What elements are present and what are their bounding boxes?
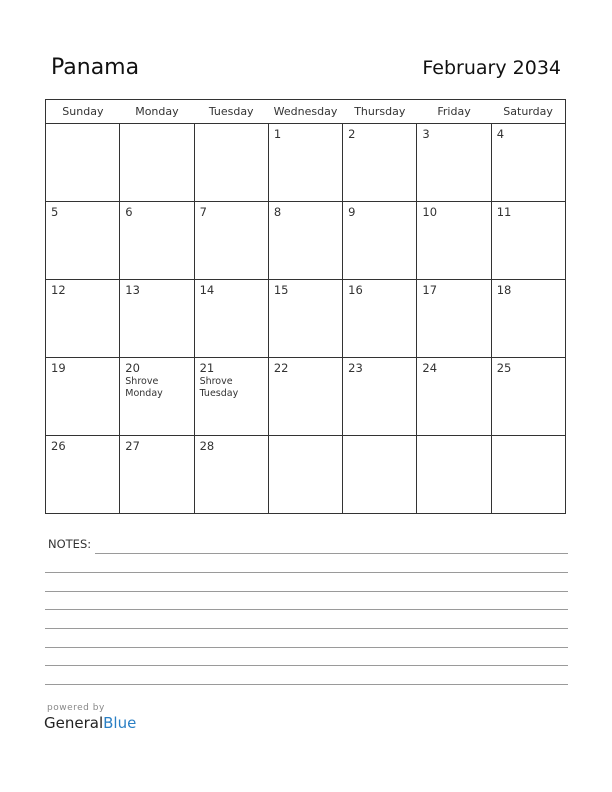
calendar-grid: [45, 99, 566, 514]
day-number: 4: [496, 127, 505, 141]
day-number: 3: [422, 127, 430, 141]
day-number: 2: [348, 127, 356, 141]
day-cell: [46, 280, 120, 358]
day-number: 19: [51, 361, 66, 375]
day-cell: [491, 280, 565, 358]
country-title: Panama: [51, 55, 140, 80]
month-year-title: February 2034: [422, 57, 561, 79]
day-number: 21: [199, 361, 215, 375]
day-cell: [417, 202, 491, 280]
note-line: [45, 572, 568, 573]
day-cell: [417, 358, 491, 436]
note-line: [95, 553, 568, 554]
brand-logo: [44, 703, 136, 732]
day-cell: [417, 280, 491, 358]
day-number: 8: [273, 205, 282, 219]
day-number: 12: [51, 283, 66, 297]
day-cell: [343, 202, 417, 280]
weekday-monday: Monday: [120, 100, 194, 124]
day-cell: [46, 436, 120, 514]
day-number: 9: [348, 205, 356, 219]
day-cell: [268, 202, 342, 280]
day-number: 26: [51, 439, 66, 453]
day-cell: [491, 124, 565, 202]
holiday-label: [200, 376, 263, 400]
weekday-thursday: Thursday: [343, 100, 417, 124]
day-number: 20: [125, 361, 140, 375]
weekday-friday: Friday: [417, 100, 491, 124]
day-number: 15: [273, 283, 289, 297]
day-number: 5: [51, 205, 59, 219]
day-cell: [194, 436, 268, 514]
powered-by-text: powered by: [47, 703, 105, 713]
week-row-2: [46, 202, 566, 280]
day-cell: [417, 436, 491, 514]
holiday-line: Monday: [125, 388, 163, 399]
day-number: 17: [422, 283, 438, 297]
day-cell: [120, 358, 194, 436]
note-line: [45, 628, 568, 629]
day-cell: [491, 358, 565, 436]
day-cell: [194, 202, 268, 280]
week-row-4: [46, 358, 566, 436]
day-number: 28: [199, 439, 215, 453]
day-cell: [46, 358, 120, 436]
holiday-line: Tuesday: [199, 388, 239, 399]
day-cell: [343, 124, 417, 202]
day-number: 27: [125, 439, 140, 453]
day-cell: [491, 202, 565, 280]
weekday-saturday: Saturday: [491, 100, 565, 124]
weekday-wednesday: Wednesday: [268, 100, 342, 124]
day-number: 16: [348, 283, 363, 297]
day-cell: [46, 202, 120, 280]
day-number: 7: [199, 205, 207, 219]
day-cell: [268, 358, 342, 436]
weekday-header-row: [46, 100, 566, 124]
day-cell: [194, 124, 268, 202]
note-line: [45, 609, 568, 610]
day-cell: [491, 436, 565, 514]
day-number: 6: [125, 205, 133, 219]
day-cell: [194, 358, 268, 436]
brand-name: [44, 714, 136, 732]
day-number: 11: [496, 205, 512, 219]
day-cell: [194, 280, 268, 358]
day-cell: [46, 124, 120, 202]
day-number: 14: [199, 283, 215, 297]
note-line: [45, 647, 568, 648]
day-number: 13: [125, 283, 140, 297]
brand-blue: Blue: [103, 714, 137, 732]
day-cell: [268, 124, 342, 202]
notes-label: NOTES:: [48, 537, 92, 551]
day-number: 25: [496, 361, 512, 375]
day-number: 10: [422, 205, 438, 219]
weekday-sunday: Sunday: [46, 100, 120, 124]
day-cell: [120, 280, 194, 358]
day-cell: [268, 280, 342, 358]
brand-general: General: [44, 714, 104, 732]
day-cell: [120, 202, 194, 280]
week-row-1: [46, 124, 566, 202]
day-number: 18: [496, 283, 512, 297]
day-cell: [343, 358, 417, 436]
day-number: 23: [348, 361, 363, 375]
note-line: [45, 665, 568, 666]
holiday-label: [125, 376, 188, 400]
note-line: [45, 591, 568, 592]
day-cell: [343, 280, 417, 358]
weekday-tuesday: Tuesday: [194, 100, 268, 124]
day-cell: [120, 124, 194, 202]
holiday-line: Shrove: [199, 376, 233, 387]
week-row-3: [46, 280, 566, 358]
day-cell: [268, 436, 342, 514]
week-row-5: [46, 436, 566, 514]
day-number: 1: [273, 127, 282, 141]
day-cell: [120, 436, 194, 514]
day-number: 24: [422, 361, 438, 375]
holiday-line: Shrove: [125, 376, 159, 387]
day-cell: [417, 124, 491, 202]
day-number: 22: [273, 361, 289, 375]
day-cell: [343, 436, 417, 514]
note-line: [45, 684, 568, 685]
